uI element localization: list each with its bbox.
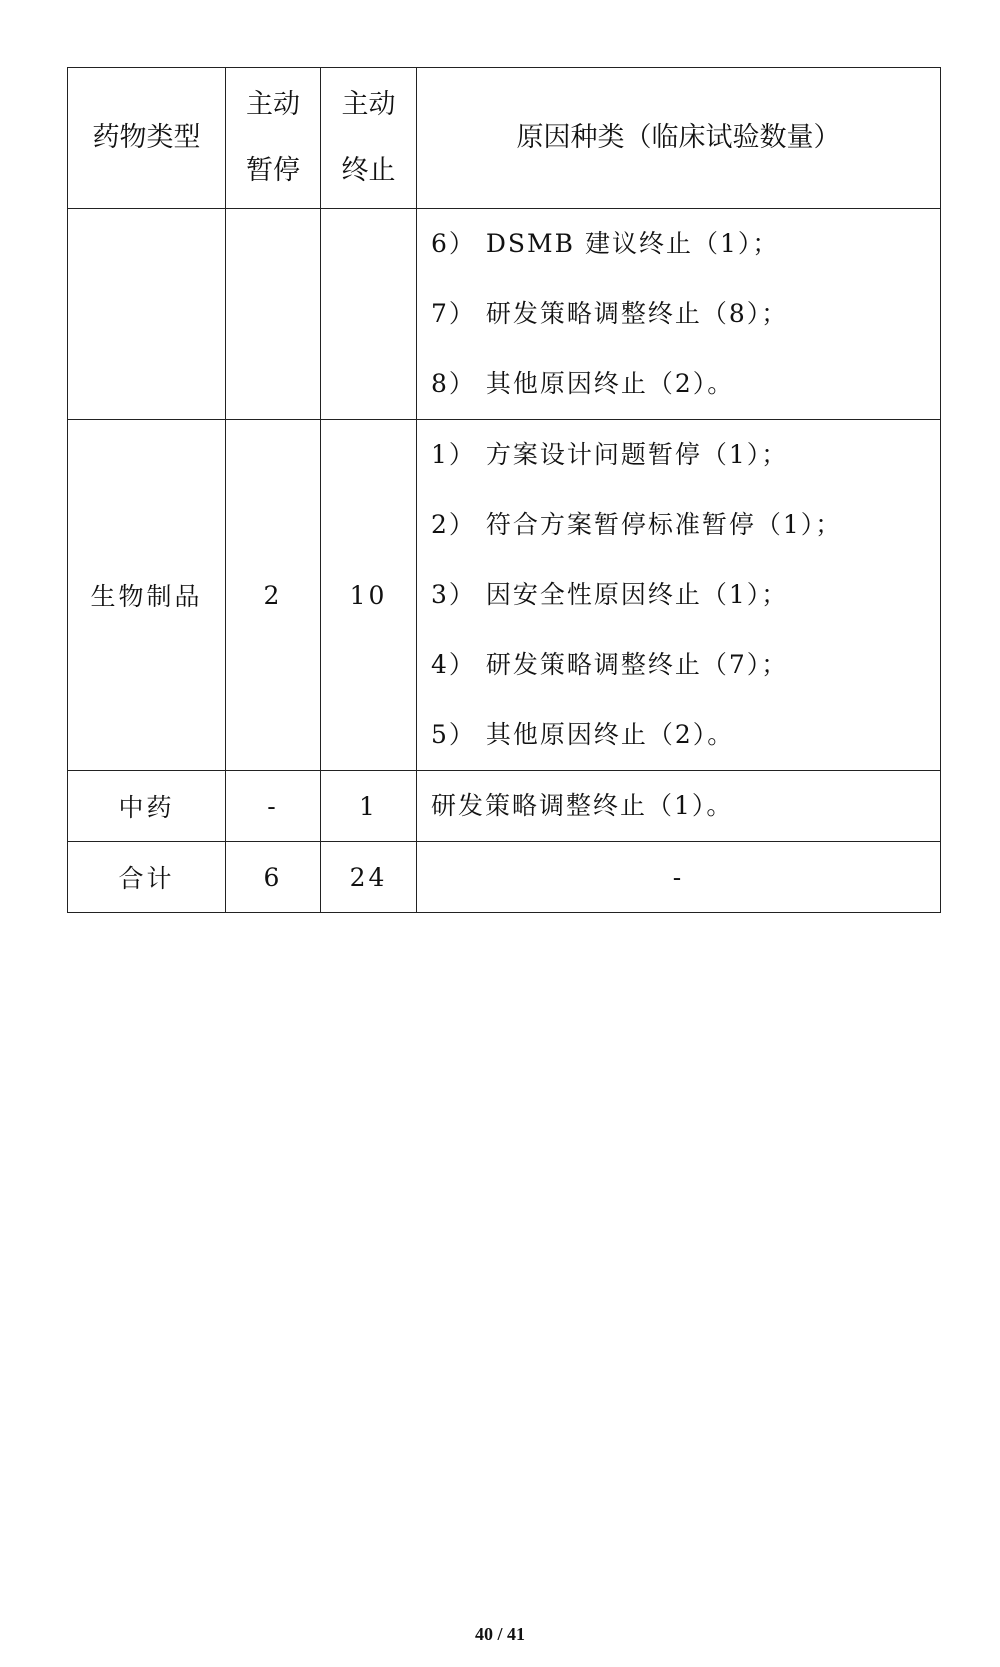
reason-item: 2） 符合方案暂停标准暂停（1）； (431, 510, 843, 539)
table-row (68, 771, 941, 842)
cell-pause-count: - (226, 771, 321, 842)
reasons-table (67, 67, 941, 913)
cell-reasons (417, 209, 941, 420)
reason-item: 3） 因安全性原因终止（1）； (431, 580, 789, 609)
table-row (68, 209, 941, 420)
cell-pause-count: 2 (226, 420, 321, 771)
table-total-row (68, 842, 941, 913)
cell-drug-type: 生物制品 (68, 420, 226, 771)
header-active-pause-line2: 暂停 (246, 155, 300, 186)
reason-item: 5） 其他原因终止（2）。 (431, 720, 735, 749)
cell-terminate-count: 10 (321, 420, 417, 771)
reason-item: 8） 其他原因终止（2）。 (431, 369, 735, 398)
reason-item: 6） DSMB 建议终止（1）； (431, 229, 780, 258)
reason-item: 1） 方案设计问题暂停（1）； (431, 440, 789, 469)
reason-item: 研发策略调整终止（1）。 (431, 791, 734, 820)
reason-item: 7） 研发策略调整终止（8）； (431, 299, 789, 328)
header-active-terminate-line2: 终止 (341, 155, 396, 186)
header-active-pause-line1: 主动 (246, 89, 300, 120)
header-active-terminate (321, 68, 417, 209)
table-header-row (68, 68, 941, 209)
cell-drug-type: 中药 (68, 771, 226, 842)
cell-reasons (417, 771, 941, 842)
header-active-pause (226, 68, 321, 209)
cell-terminate-count: 1 (321, 771, 417, 842)
cell-terminate-count (321, 209, 417, 420)
cell-pause-count (226, 209, 321, 420)
cell-total-reasons: - (417, 842, 941, 913)
page-number: 40 / 41 (474, 1624, 525, 1644)
table-row (68, 420, 941, 771)
cell-total-label: 合计 (68, 842, 226, 913)
header-active-terminate-line1: 主动 (341, 89, 396, 120)
reason-item: 4） 研发策略调整终止（7）； (431, 650, 789, 679)
header-reasons: 原因种类（临床试验数量） (417, 68, 941, 209)
header-drug-type: 药物类型 (68, 68, 226, 209)
cell-drug-type (68, 209, 226, 420)
cell-reasons (417, 420, 941, 771)
cell-total-terminate: 24 (321, 842, 417, 913)
cell-total-pause: 6 (226, 842, 321, 913)
